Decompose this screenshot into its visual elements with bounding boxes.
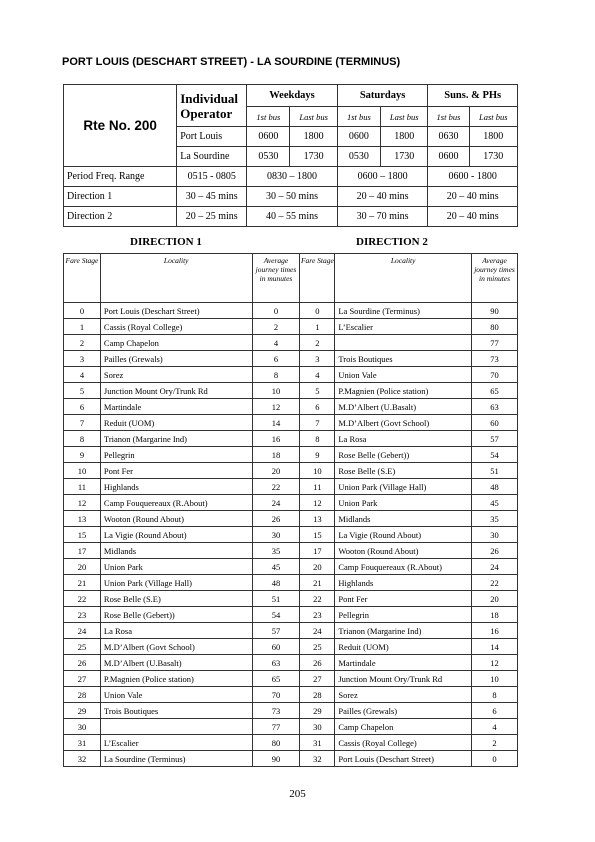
fare-stage-cell: 9 — [64, 447, 101, 463]
locality-cell: La Rosa — [335, 431, 472, 447]
fare-stage-cell: 22 — [64, 591, 101, 607]
fare-stage-cell: 1 — [64, 319, 101, 335]
journey-time-cell: 8 — [252, 367, 300, 383]
locality-cell: La Sourdine (Terminus) — [335, 303, 472, 319]
summary-cell: 20 – 40 mins — [428, 187, 518, 207]
locality-cell: Union Vale — [335, 367, 472, 383]
locality-cell: Camp Fouquereaux (R.About) — [335, 559, 472, 575]
fare-stage-cell: 11 — [300, 479, 335, 495]
locality-cell: Trois Boutiques — [335, 351, 472, 367]
fare-stage-cell: 11 — [64, 479, 101, 495]
fare-stage-cell: 10 — [300, 463, 335, 479]
journey-time-cell: 2 — [472, 735, 518, 751]
locality-cell: M.D’Albert (Govt School) — [335, 415, 472, 431]
fare-stage-cell: 7 — [64, 415, 101, 431]
fare-stage-cell: 17 — [300, 543, 335, 559]
journey-time-cell: 0 — [472, 751, 518, 767]
locality-cell: Union Park — [335, 495, 472, 511]
journey-time-cell: 16 — [472, 623, 518, 639]
journey-time-cell: 73 — [252, 703, 300, 719]
fare-stage-header: Fare Stage — [300, 254, 335, 303]
journey-time-cell: 12 — [252, 399, 300, 415]
fare-stage-rows — [64, 303, 518, 767]
fare-stage-cell: 12 — [300, 495, 335, 511]
table-row — [64, 511, 518, 527]
journey-time-cell: 51 — [472, 463, 518, 479]
table-row — [64, 543, 518, 559]
page-number: 205 — [289, 788, 306, 800]
fare-stage-cell: 3 — [300, 351, 335, 367]
locality-cell: Union Park (Village Hall) — [335, 479, 472, 495]
journey-time-cell: 8 — [472, 687, 518, 703]
fare-stage-cell: 30 — [300, 719, 335, 735]
journey-time-cell: 48 — [472, 479, 518, 495]
locality-cell: Martindale — [335, 655, 472, 671]
fare-stage-cell: 20 — [64, 559, 101, 575]
summary-cell: 40 – 55 mins — [247, 207, 338, 227]
journey-time-cell: 77 — [252, 719, 300, 735]
locality-cell — [100, 719, 252, 735]
summary-row-label: Period Freq. Range — [64, 167, 177, 187]
terminal-name: Port Louis — [177, 127, 247, 147]
fare-stage-cell: 24 — [64, 623, 101, 639]
journey-time-cell: 10 — [472, 671, 518, 687]
locality-cell: Port Louis (Deschart Street) — [100, 303, 252, 319]
journey-time-cell: 57 — [472, 431, 518, 447]
terminal-time: 0600 — [428, 147, 469, 167]
journey-time-cell: 90 — [252, 751, 300, 767]
locality-cell: Highlands — [335, 575, 472, 591]
locality-cell: Rose Belle (Gebert)) — [100, 607, 252, 623]
journey-time-cell: 6 — [472, 703, 518, 719]
fare-stage-table — [63, 253, 518, 767]
first-bus-header: 1st bus — [337, 107, 380, 127]
fare-stage-cell: 29 — [64, 703, 101, 719]
first-bus-header: 1st bus — [428, 107, 469, 127]
journey-time-cell: 48 — [252, 575, 300, 591]
locality-cell: Cassis (Royal College) — [100, 319, 252, 335]
weekdays-header: Weekdays — [247, 85, 338, 107]
journey-time-cell: 6 — [252, 351, 300, 367]
locality-cell: Highlands — [100, 479, 252, 495]
fare-stage-cell: 10 — [64, 463, 101, 479]
journey-time-cell: 63 — [472, 399, 518, 415]
fare-stage-cell: 0 — [300, 303, 335, 319]
journey-time-cell: 57 — [252, 623, 300, 639]
locality-cell: Rose Belle (S.E) — [100, 591, 252, 607]
journey-time-cell: 18 — [472, 607, 518, 623]
terminal-time: 1800 — [290, 127, 337, 147]
journey-time-cell: 22 — [252, 479, 300, 495]
locality-cell: L’Escalier — [335, 319, 472, 335]
journey-time-cell: 90 — [472, 303, 518, 319]
average-time-header: Average journey times in minutes — [472, 254, 518, 303]
fare-stage-cell: 28 — [64, 687, 101, 703]
fare-stage-cell: 6 — [300, 399, 335, 415]
journey-time-cell: 20 — [472, 591, 518, 607]
journey-time-cell: 24 — [252, 495, 300, 511]
locality-cell: Junction Mount Ory/Trunk Rd — [100, 383, 252, 399]
table-row — [64, 671, 518, 687]
summary-cell: 0600 - 1800 — [428, 167, 518, 187]
locality-cell: La Vigie (Round About) — [100, 527, 252, 543]
terminal-time: 1800 — [469, 127, 517, 147]
fare-stage-cell: 5 — [64, 383, 101, 399]
journey-time-cell: 60 — [252, 639, 300, 655]
table-row — [64, 623, 518, 639]
locality-cell: Union Park — [100, 559, 252, 575]
locality-cell: Pont Fer — [100, 463, 252, 479]
locality-cell: Wooton (Round About) — [335, 543, 472, 559]
fare-stage-cell: 0 — [64, 303, 101, 319]
journey-time-cell: 16 — [252, 431, 300, 447]
locality-cell: M.D’Albert (Govt School) — [100, 639, 252, 655]
first-bus-header: 1st bus — [247, 107, 290, 127]
fare-stage-cell: 31 — [64, 735, 101, 751]
fare-stage-cell: 3 — [64, 351, 101, 367]
fare-stage-cell: 29 — [300, 703, 335, 719]
locality-cell: Pont Fer — [335, 591, 472, 607]
summary-cell: 30 – 50 mins — [247, 187, 338, 207]
route-summary-table — [63, 84, 518, 227]
fare-stage-cell: 4 — [300, 367, 335, 383]
journey-time-cell: 35 — [472, 511, 518, 527]
locality-cell: Trois Boutiques — [100, 703, 252, 719]
fare-stage-cell: 6 — [64, 399, 101, 415]
table-row — [64, 399, 518, 415]
locality-cell: Trianon (Margarine Ind) — [100, 431, 252, 447]
table-row — [64, 383, 518, 399]
locality-cell: Midlands — [100, 543, 252, 559]
journey-time-cell: 45 — [252, 559, 300, 575]
table-row — [64, 319, 518, 335]
table-row — [64, 719, 518, 735]
journey-time-cell: 70 — [252, 687, 300, 703]
journey-time-cell: 65 — [472, 383, 518, 399]
locality-cell: Martindale — [100, 399, 252, 415]
journey-time-cell: 54 — [472, 447, 518, 463]
fare-stage-cell: 2 — [300, 335, 335, 351]
average-time-header: Average journey times in munutes — [252, 254, 300, 303]
locality-cell: Midlands — [335, 511, 472, 527]
locality-cell: P.Magnien (Police station) — [335, 383, 472, 399]
summary-cell: 0830 – 1800 — [247, 167, 338, 187]
journey-time-cell: 63 — [252, 655, 300, 671]
last-bus-header: Last bus — [469, 107, 517, 127]
locality-cell: Sorez — [335, 687, 472, 703]
journey-time-cell: 60 — [472, 415, 518, 431]
journey-time-cell: 26 — [252, 511, 300, 527]
terminal-time: 1800 — [381, 127, 428, 147]
journey-time-cell: 30 — [472, 527, 518, 543]
locality-cell: M.D’Albert (U.Basalt) — [335, 399, 472, 415]
table-row — [64, 479, 518, 495]
terminal-time: 1730 — [290, 147, 337, 167]
fare-stage-cell: 23 — [300, 607, 335, 623]
fare-stage-cell: 7 — [300, 415, 335, 431]
journey-time-cell: 22 — [472, 575, 518, 591]
fare-stage-cell: 13 — [300, 511, 335, 527]
terminal-time: 1730 — [469, 147, 517, 167]
locality-cell: La Vigie (Round About) — [335, 527, 472, 543]
summary-row-label: Direction 1 — [64, 187, 177, 207]
fare-stage-cell: 26 — [64, 655, 101, 671]
locality-cell: Camp Chapelon — [100, 335, 252, 351]
terminal-name: La Sourdine — [177, 147, 247, 167]
locality-cell — [335, 335, 472, 351]
summary-cell: 0600 – 1800 — [337, 167, 428, 187]
locality-cell: Sorez — [100, 367, 252, 383]
table-row — [64, 559, 518, 575]
saturdays-header: Saturdays — [337, 85, 428, 107]
journey-time-cell: 26 — [472, 543, 518, 559]
fare-stage-cell: 21 — [64, 575, 101, 591]
locality-cell: Rose Belle (S.E) — [335, 463, 472, 479]
table-row — [64, 335, 518, 351]
table-row — [64, 303, 518, 319]
journey-time-cell: 0 — [252, 303, 300, 319]
table-row — [64, 703, 518, 719]
table-row — [64, 639, 518, 655]
fare-stage-cell: 25 — [64, 639, 101, 655]
terminal-time: 0600 — [247, 127, 290, 147]
locality-cell: La Sourdine (Terminus) — [100, 751, 252, 767]
table-row — [64, 527, 518, 543]
journey-time-cell: 14 — [472, 639, 518, 655]
table-row — [64, 751, 518, 767]
locality-cell: Wooton (Round About) — [100, 511, 252, 527]
fare-stage-cell: 4 — [64, 367, 101, 383]
direction-2-heading: DIRECTION 2 — [356, 236, 428, 248]
table-row — [64, 431, 518, 447]
terminal-time: 0630 — [428, 127, 469, 147]
fare-stage-cell: 25 — [300, 639, 335, 655]
fare-stage-cell: 31 — [300, 735, 335, 751]
table-row — [64, 575, 518, 591]
table-row — [64, 447, 518, 463]
page-title: PORT LOUIS (DESCHART STREET) - LA SOURDINE (TERMINUS) — [62, 56, 401, 68]
fare-stage-cell: 22 — [300, 591, 335, 607]
locality-cell: Camp Fouquereaux (R.About) — [100, 495, 252, 511]
locality-cell: Pellegrin — [100, 447, 252, 463]
table-row — [64, 367, 518, 383]
fare-stage-cell: 21 — [300, 575, 335, 591]
table-row — [64, 735, 518, 751]
summary-cell: 20 – 40 mins — [428, 207, 518, 227]
table-row — [64, 415, 518, 431]
last-bus-header: Last bus — [290, 107, 337, 127]
summary-cell: 20 – 40 mins — [337, 187, 428, 207]
locality-cell: Junction Mount Ory/Trunk Rd — [335, 671, 472, 687]
table-row — [64, 463, 518, 479]
locality-cell: Port Louis (Deschart Street) — [335, 751, 472, 767]
locality-cell: Trianon (Margarine Ind) — [335, 623, 472, 639]
journey-time-cell: 14 — [252, 415, 300, 431]
locality-cell: Reduit (UOM) — [335, 639, 472, 655]
locality-header: Locality — [100, 254, 252, 303]
journey-time-cell: 20 — [252, 463, 300, 479]
journey-time-cell: 73 — [472, 351, 518, 367]
table-row — [64, 591, 518, 607]
locality-cell: Rose Belle (Gebert)) — [335, 447, 472, 463]
journey-time-cell: 80 — [472, 319, 518, 335]
table-row — [64, 495, 518, 511]
locality-cell: Reduit (UOM) — [100, 415, 252, 431]
fare-stage-cell: 1 — [300, 319, 335, 335]
locality-cell: Cassis (Royal College) — [335, 735, 472, 751]
fare-stage-cell: 30 — [64, 719, 101, 735]
summary-cell: 20 – 25 mins — [177, 207, 247, 227]
fare-stage-cell: 28 — [300, 687, 335, 703]
fare-stage-cell: 13 — [64, 511, 101, 527]
journey-time-cell: 2 — [252, 319, 300, 335]
locality-cell: P.Magnien (Police station) — [100, 671, 252, 687]
sundays-header: Suns. & PHs — [428, 85, 518, 107]
summary-cell: 0515 - 0805 — [177, 167, 247, 187]
fare-stage-cell: 32 — [300, 751, 335, 767]
journey-time-cell: 4 — [252, 335, 300, 351]
operator-header: Individual Operator — [177, 85, 247, 127]
last-bus-header: Last bus — [381, 107, 428, 127]
locality-cell: Camp Chapelon — [335, 719, 472, 735]
summary-row-label: Direction 2 — [64, 207, 177, 227]
journey-time-cell: 51 — [252, 591, 300, 607]
summary-cell: 30 – 45 mins — [177, 187, 247, 207]
fare-stage-cell: 32 — [64, 751, 101, 767]
fare-stage-cell: 8 — [300, 431, 335, 447]
journey-time-cell: 4 — [472, 719, 518, 735]
terminal-time: 0530 — [337, 147, 380, 167]
table-row — [64, 687, 518, 703]
fare-stage-cell: 27 — [300, 671, 335, 687]
journey-time-cell: 12 — [472, 655, 518, 671]
fare-stage-cell: 2 — [64, 335, 101, 351]
journey-time-cell: 77 — [472, 335, 518, 351]
locality-cell: Pailles (Grewals) — [335, 703, 472, 719]
fare-stage-cell: 9 — [300, 447, 335, 463]
fare-stage-cell: 5 — [300, 383, 335, 399]
journey-time-cell: 10 — [252, 383, 300, 399]
terminal-time: 0530 — [247, 147, 290, 167]
journey-time-cell: 35 — [252, 543, 300, 559]
fare-stage-cell: 23 — [64, 607, 101, 623]
table-row — [64, 351, 518, 367]
locality-cell: La Rosa — [100, 623, 252, 639]
locality-cell: Union Vale — [100, 687, 252, 703]
table-row — [64, 655, 518, 671]
journey-time-cell: 54 — [252, 607, 300, 623]
fare-stage-cell: 17 — [64, 543, 101, 559]
journey-time-cell: 80 — [252, 735, 300, 751]
locality-cell: Union Park (Village Hall) — [100, 575, 252, 591]
fare-stage-cell: 15 — [300, 527, 335, 543]
fare-stage-cell: 15 — [64, 527, 101, 543]
journey-time-cell: 18 — [252, 447, 300, 463]
route-number: Rte No. 200 — [64, 85, 177, 167]
fare-stage-cell: 12 — [64, 495, 101, 511]
locality-header: Locality — [335, 254, 472, 303]
table-row — [64, 607, 518, 623]
fare-stage-cell: 26 — [300, 655, 335, 671]
locality-cell: Pailles (Grewals) — [100, 351, 252, 367]
journey-time-cell: 30 — [252, 527, 300, 543]
fare-stage-cell: 20 — [300, 559, 335, 575]
journey-time-cell: 65 — [252, 671, 300, 687]
locality-cell: M.D’Albert (U.Basalt) — [100, 655, 252, 671]
terminal-time: 1730 — [381, 147, 428, 167]
journey-time-cell: 70 — [472, 367, 518, 383]
fare-stage-cell: 24 — [300, 623, 335, 639]
journey-time-cell: 24 — [472, 559, 518, 575]
locality-cell: L’Escalier — [100, 735, 252, 751]
terminal-time: 0600 — [337, 127, 380, 147]
summary-cell: 30 – 70 mins — [337, 207, 428, 227]
direction-1-heading: DIRECTION 1 — [130, 236, 202, 248]
fare-stage-cell: 27 — [64, 671, 101, 687]
journey-time-cell: 45 — [472, 495, 518, 511]
fare-stage-cell: 8 — [64, 431, 101, 447]
fare-stage-header: Fare Stage — [64, 254, 101, 303]
locality-cell: Pellegrin — [335, 607, 472, 623]
